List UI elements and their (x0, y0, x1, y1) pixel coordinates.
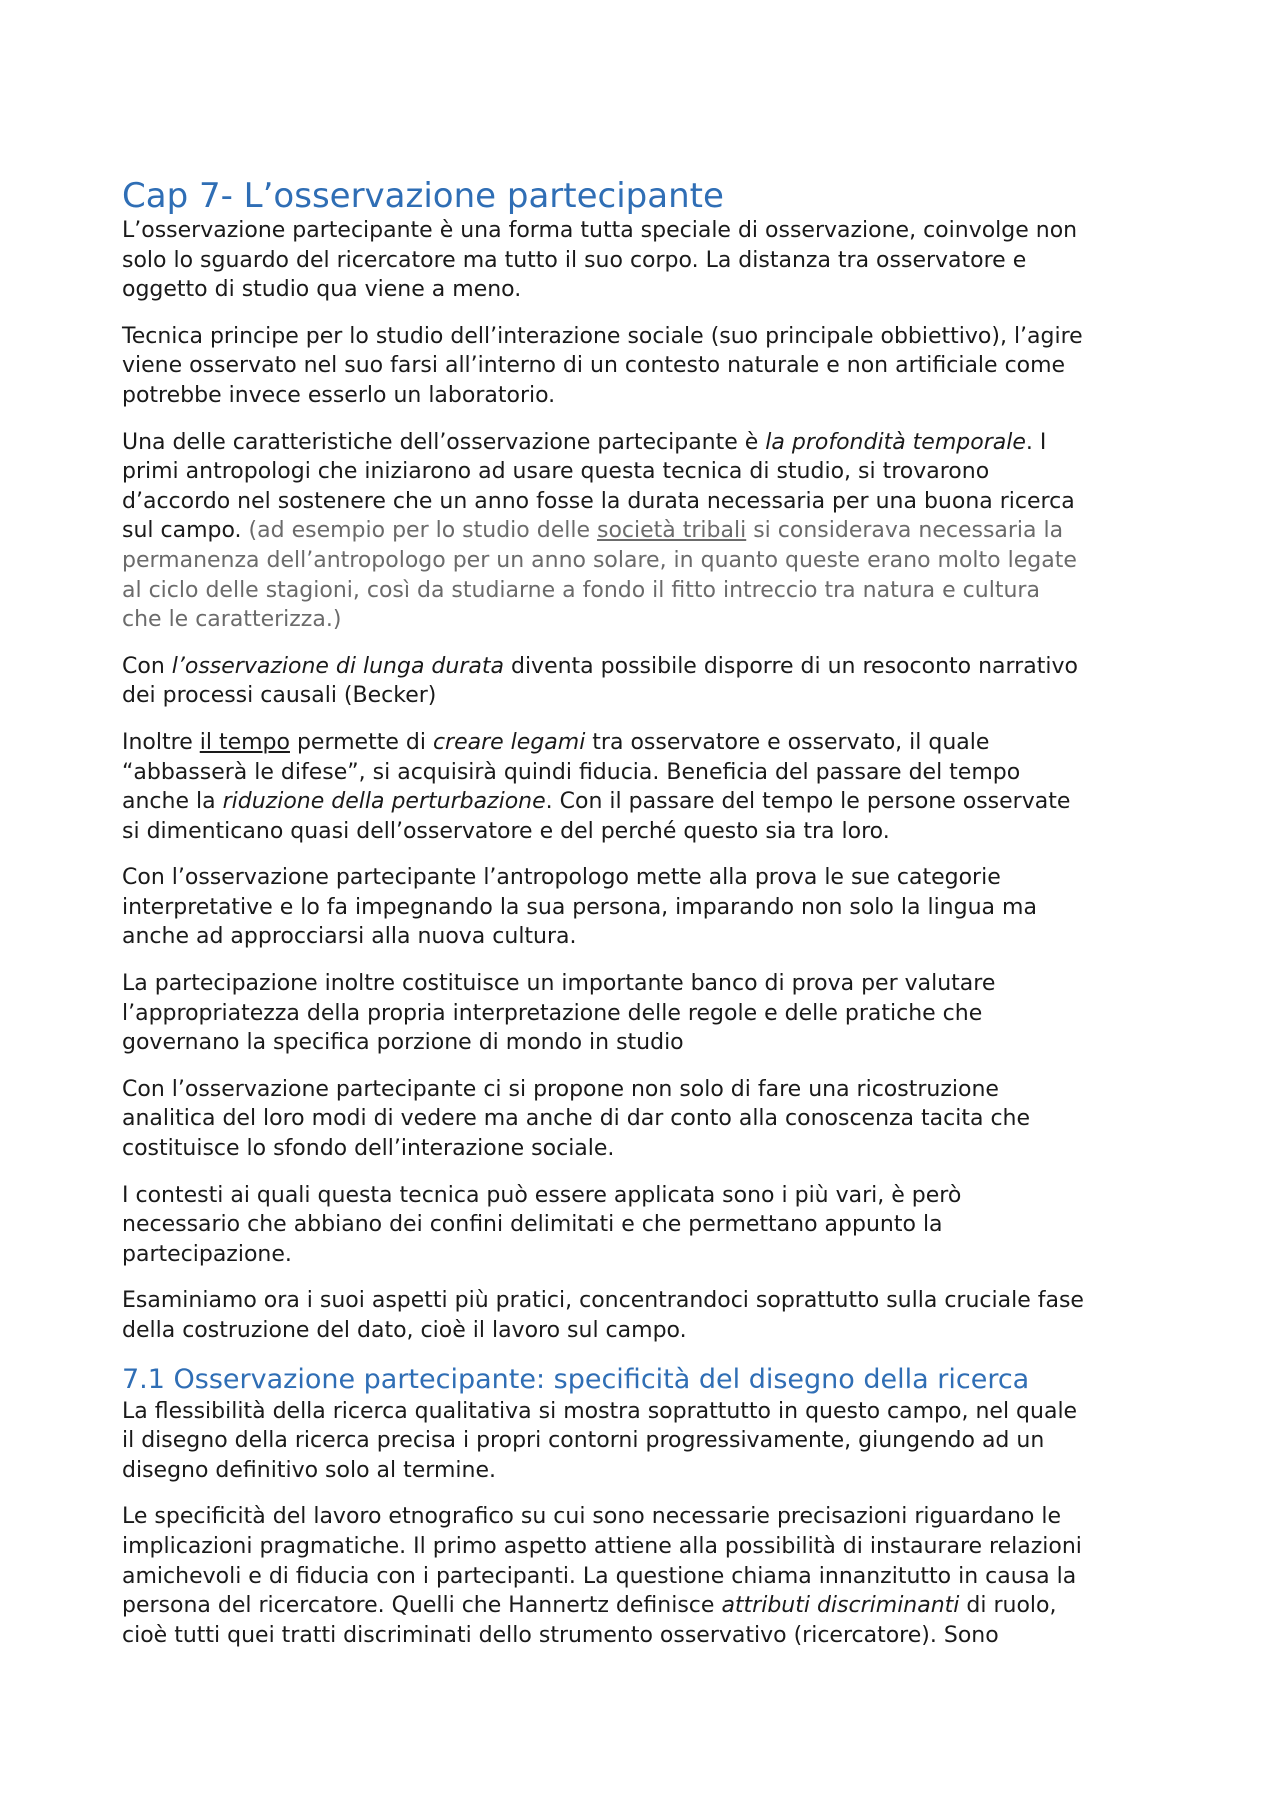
emphasis-text: creare legami (432, 729, 586, 755)
paragraph: Con l’osservazione partecipante ci si propone non solo di fare una ricostruzione analitica del loro modi di vedere ma anche di dar conto alla conoscenza tacita che costituisce lo sfondo dell’interazione sociale. (122, 1076, 1031, 1162)
paragraph: Con l’osservazione partecipante l’antropologo mette alla prova le sue categorie interpretative e lo fa impegnando la sua persona, imparando non solo la lingua ma anche ad approcciarsi alla nuova cultura. (122, 865, 1037, 950)
paragraph: La partecipazione inoltre costituisce un importante banco di prova per valutare l’appropriatezza della propria interpretazione delle regole e delle pratiche che governano la specifica porzione di mondo in studio (122, 971, 996, 1056)
paragraph: Le specificità del lavoro etnografico su cui sono necessarie precisazioni riguardano le implicazioni pragmatiche. Il primo aspetto attiene alla possibilità di instaurare relazioni amichevoli e di fiducia con i partecipanti. La questione chiama innanzitutto in causa la persona del ricercatore. Quelli che Hannertz definisce attributi discriminanti di ruolo, cioè tutti quei tratti discriminati dello strumento osservativo (ricercatore). Sono (122, 1504, 1082, 1648)
emphasis-text: attributi discriminanti (721, 1593, 960, 1619)
paragraph: Con l’osservazione di lunga durata diventa possibile disporre di un resoconto narrativo dei processi causali (Becker) (122, 653, 1078, 709)
example-note: (ad esempio per lo studio delle società tribali si considerava necessaria la permanenza dell’antropologo per un anno solare, in quanto queste erano molto legate al ciclo delle stagioni, così da studiarne a fondo il fitto intreccio tra natura e cultura che le caratterizza.) (122, 518, 1077, 633)
document-body (122, 176, 1182, 1667)
paragraph: Esaminiamo ora i suoi aspetti più pratici, concentrandoci soprattutto sulla cruciale fase della costruzione del dato, cioè il lavoro sul campo. (122, 1288, 1084, 1343)
emphasis-text: l’osservazione di lunga durata (171, 653, 504, 679)
paragraph: La flessibilità della ricerca qualitativa si mostra soprattutto in questo campo, nel quale il disegno della ricerca precisa i propri contorni progressivamente, giungendo ad un disegno definitivo solo al termine. (122, 1398, 1078, 1483)
chapter-title: Cap 7- L’osservazione partecipante (122, 176, 724, 216)
section-heading: 7.1 Osservazione partecipante: specificità del disegno della ricerca (122, 1363, 1030, 1395)
emphasis-text: la profondità temporale (765, 429, 1026, 455)
underlined-text: il tempo (199, 729, 290, 755)
paragraph: Inoltre il tempo permette di creare legami tra osservatore e osservato, il quale “abbasserà le difese”, si acquisirà quindi fiducia. Beneficia del passare del tempo anche la riduzione della perturbazione. Con il passare del tempo le persone osservate si dimenticano quasi dell’osservatore e del perché questo sia tra loro. (122, 729, 1071, 844)
paragraph: L’osservazione partecipante è una forma tutta speciale di osservazione, coinvolge non solo lo sguardo del ricercatore ma tutto il suo corpo. La distanza tra osservatore e oggetto di studio qua viene a meno. (122, 218, 1078, 303)
paragraph: Tecnica principe per lo studio dell’interazione sociale (suo principale obbiettivo), l’agire viene osservato nel suo farsi all’interno di un contesto naturale e non artificiale come potrebbe invece esserlo un laboratorio. (122, 323, 1083, 408)
paragraph: Una delle caratteristiche dell’osservazione partecipante è la profondità temporale. I primi antropologi che iniziarono ad usare questa tecnica di studio, si trovarono d’accordo nel sostenere che un anno fosse la durata necessaria per una buona ricerca sul campo. (ad esempio per lo studio delle società tribali si considerava necessaria la permanenza dell’antropologo per un anno solare, in quanto queste erano molto legate al ciclo delle stagioni, così da studiarne a fondo il fitto intreccio tra natura e cultura che le caratterizza.) (122, 429, 1077, 633)
underlined-text: società tribali (596, 518, 747, 544)
emphasis-text: riduzione della perturbazione (222, 789, 546, 815)
paragraph: I contesti ai quali questa tecnica può essere applicata sono i più vari, è però necessario che abbiano dei confini delimitati e che permettano appunto la partecipazione. (122, 1182, 962, 1267)
